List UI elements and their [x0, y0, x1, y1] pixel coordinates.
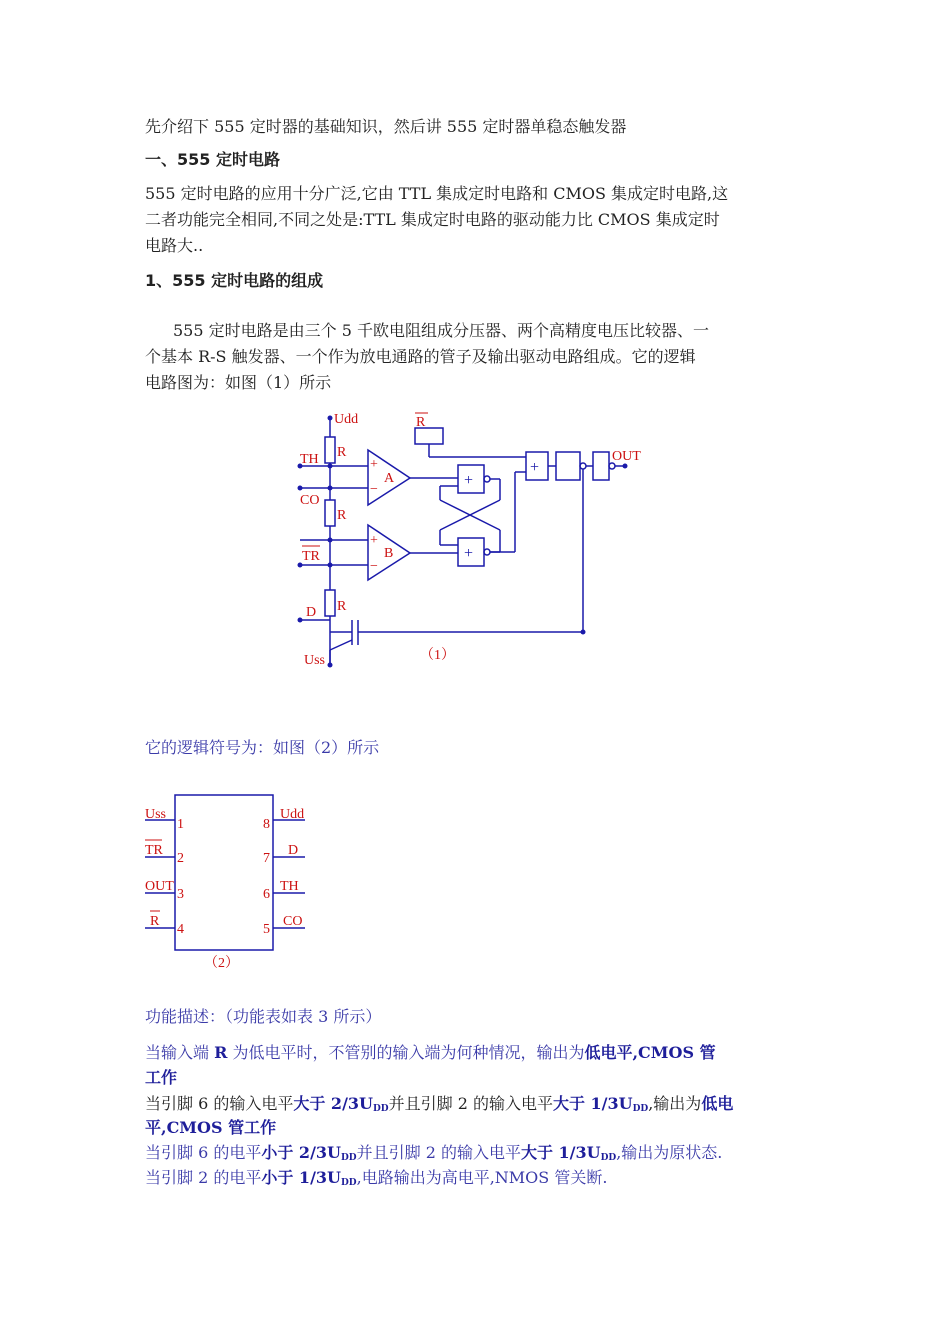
label-uss: Uss: [304, 653, 326, 668]
label-out: OUT: [612, 449, 641, 464]
node-dot: [328, 416, 333, 421]
label-minus-a: −: [370, 482, 378, 497]
gate-plus-3: +: [530, 459, 540, 476]
function-line-3: 当引脚 6 的输入电平大于 $2/3U_{DD}$并且引脚 2 的输入电平大于 $1/3U_{DD}$,输出为低电: [145, 1094, 734, 1114]
label-co: CO: [300, 493, 320, 508]
pin-num-8: 8: [263, 817, 270, 832]
pin-num-4: 4: [177, 922, 184, 937]
function-title: 功能描述：（功能表如表 3 所示）: [145, 1007, 382, 1026]
label-udd: Udd: [334, 412, 359, 427]
pin-label-th: TH: [280, 879, 299, 894]
pin-label-co: CO: [283, 914, 303, 929]
label-b: B: [384, 546, 394, 561]
label-tr: TR: [302, 549, 320, 564]
label-th: TH: [300, 452, 319, 467]
label-minus-b: −: [370, 559, 378, 574]
figure-2-symbol: [140, 790, 320, 980]
function-line-6: 当引脚 2 的电平小于 $1/3U_{DD}$,电路输出为高电平,NMOS 管关断.: [145, 1168, 608, 1188]
subsection-paragraph-line-3: 电路图为：如图（1）所示: [145, 373, 332, 392]
section-title: 一、555 定时电路: [145, 150, 280, 169]
section-paragraph-line-3: 电路大..: [145, 236, 204, 255]
pin-label-uss: Uss: [145, 807, 167, 822]
figure-1-caption: （1）: [420, 648, 455, 663]
function-line-4: 平,CMOS 管工作: [145, 1118, 277, 1137]
pin-label-udd: Udd: [280, 807, 305, 822]
section-paragraph-line-1: 555 定时电路的应用十分广泛,它由 TTL 集成定时电路和 CMOS 集成定时电路,这: [145, 184, 729, 203]
pin-label-d: D: [288, 843, 299, 858]
logic-symbol-intro: 它的逻辑符号为：如图（2）所示: [145, 738, 380, 757]
function-line-1: 当输入端 R 为低电平时，不管别的输入端为何种情况，输出为低电平,CMOS 管: [145, 1043, 716, 1062]
label-r-bar: R: [416, 415, 426, 430]
intro-line: 先介绍下 555 定时器的基础知识，然后讲 555 定时器单稳态触发器: [145, 117, 627, 136]
subsection-paragraph-line-1: 555 定时电路是由三个 5 千欧电阻组成分压器、两个高精度电压比较器、一: [173, 321, 709, 340]
pin-num-3: 3: [177, 887, 184, 902]
figure-2-caption: （2）: [204, 956, 239, 971]
pin-num-7: 7: [263, 851, 270, 866]
section-paragraph-line-2: 二者功能完全相同,不同之处是:TTL 集成定时电路的驱动能力比 CMOS 集成定时: [145, 210, 720, 229]
subsection-title: 1、555 定时电路的组成: [145, 271, 324, 290]
gate-plus-1: +: [464, 472, 474, 489]
label-r2: R: [337, 508, 347, 523]
pin-label-tr: TR: [145, 843, 163, 858]
label-a: A: [384, 471, 395, 486]
pin-num-1: 1: [177, 817, 184, 832]
pin-num-5: 5: [263, 922, 270, 937]
pin-label-r: R: [150, 914, 160, 929]
subsection-paragraph-line-2: 个基本 R-S 触发器、一个作为放电通路的管子及输出驱动电路组成。它的逻辑: [145, 347, 696, 366]
label-d: D: [306, 605, 317, 620]
gate-plus-2: +: [464, 545, 474, 562]
pin-label-out: OUT: [145, 879, 174, 894]
pin-num-6: 6: [263, 887, 270, 902]
label-plus-b: +: [370, 533, 378, 548]
label-r1: R: [337, 445, 347, 460]
function-line-2: 工作: [145, 1068, 178, 1087]
function-line-5: 当引脚 6 的电平小于 $2/3U_{DD}$并且引脚 2 的输入电平大于 $1/3U_{DD}$,输出为原状态.: [145, 1143, 723, 1163]
label-plus-a: +: [370, 457, 378, 472]
label-r3: R: [337, 599, 347, 614]
pin-num-2: 2: [177, 851, 184, 866]
figure-1-circuit: [290, 400, 650, 680]
